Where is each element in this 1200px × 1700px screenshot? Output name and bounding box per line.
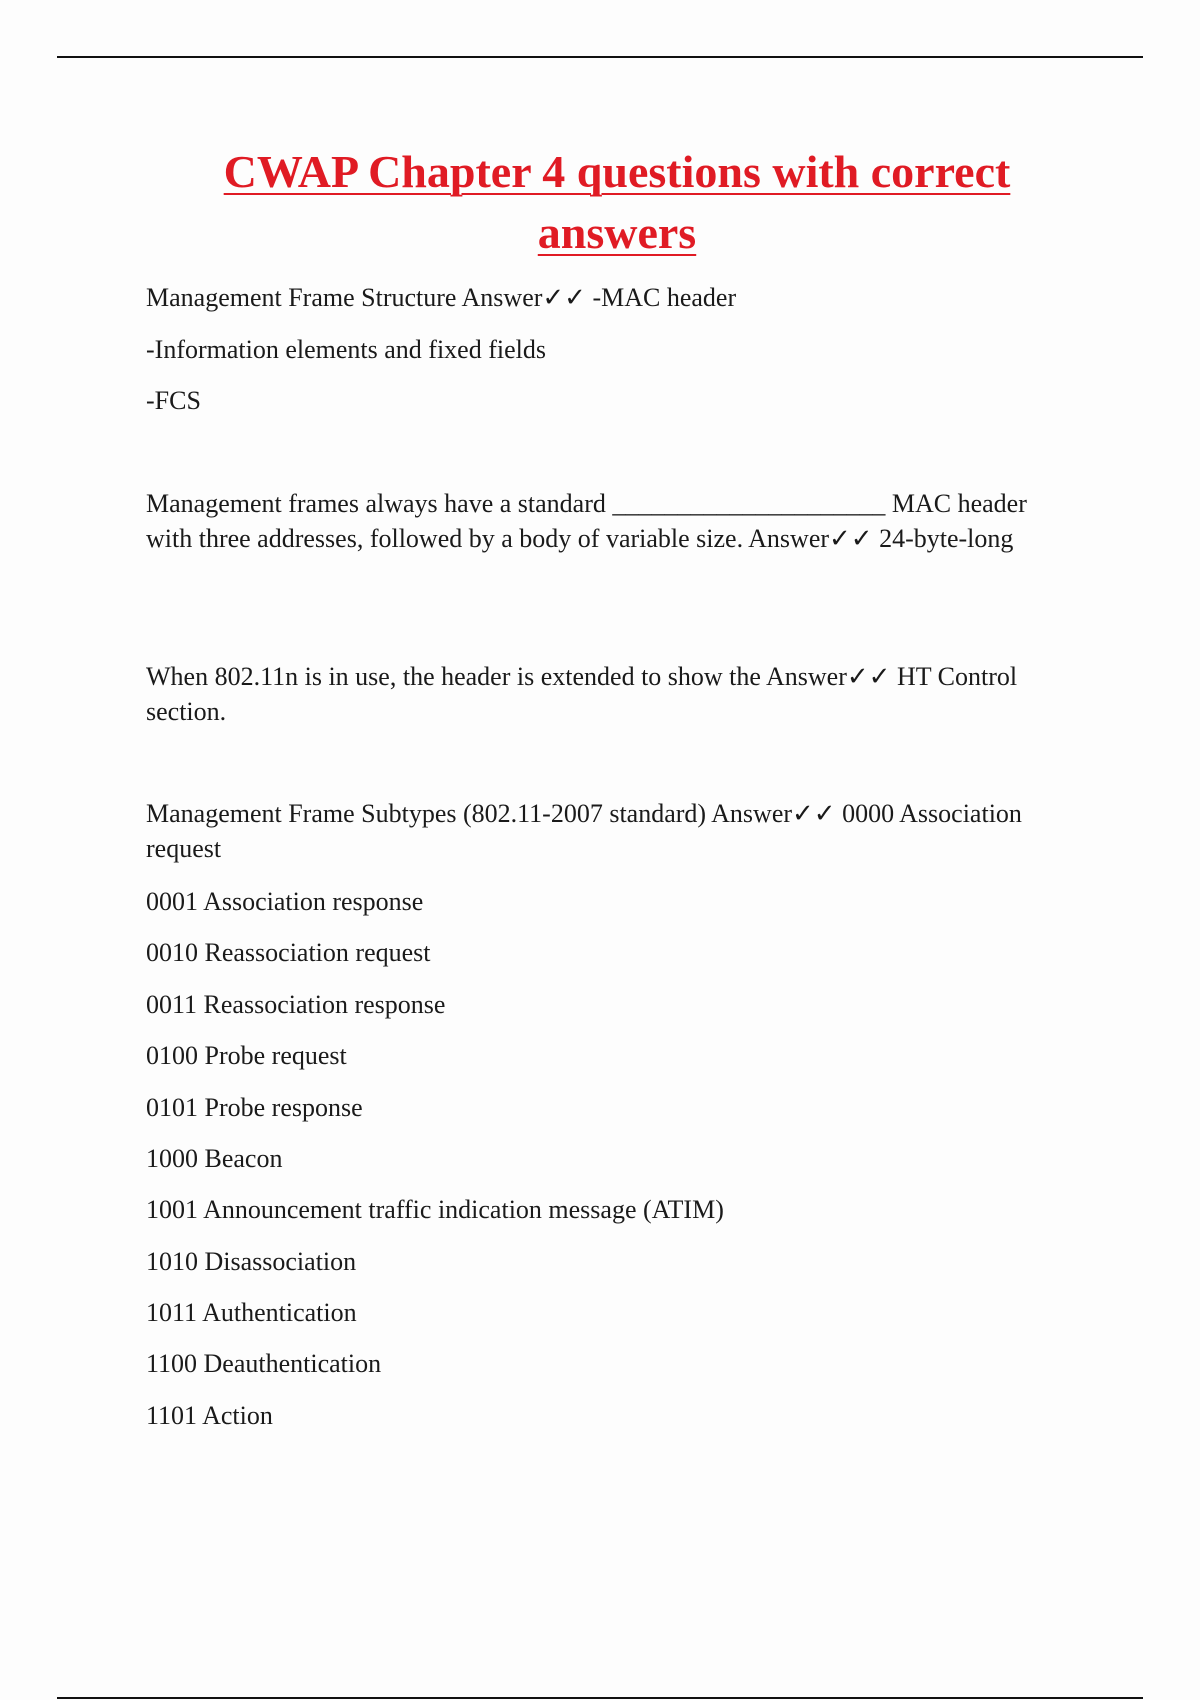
paragraph-3: -FCS: [146, 386, 201, 415]
list-item-0011: 0011 Reassociation response: [146, 990, 446, 1019]
paragraph-4: Management frames always have a standard _____________________ MAC header with three addresses, followed by a body of variable size. Answer✓✓ 24-byte-long: [146, 489, 1027, 553]
list-item-1001: 1001 Announcement traffic indication message (ATIM): [146, 1195, 724, 1224]
list-item-1010: 1010 Disassociation: [146, 1247, 357, 1276]
list-item-0101: 0101 Probe response: [146, 1093, 363, 1122]
paragraph-1: Management Frame Structure Answer✓✓ -MAC header: [146, 283, 737, 312]
list-item-0100: 0100 Probe request: [146, 1041, 347, 1070]
document-title: CWAP Chapter 4 questions with correct answers: [223, 146, 1011, 258]
paragraph-2: -Information elements and fixed fields: [146, 335, 546, 364]
list-item-1101: 1101 Action: [146, 1401, 273, 1430]
bottom-rule: [57, 1697, 1143, 1699]
list-item-1000: 1000 Beacon: [146, 1144, 283, 1173]
paragraph-5: When 802.11n is in use, the header is extended to show the Answer✓✓ HT Control section.: [146, 662, 1018, 726]
list-item-1100: 1100 Deauthentication: [146, 1349, 382, 1378]
paragraph-6: Management Frame Subtypes (802.11-2007 standard) Answer✓✓ 0000 Association request: [146, 799, 1022, 863]
list-item-1011: 1011 Authentication: [146, 1298, 357, 1327]
list-item-0010: 0010 Reassociation request: [146, 938, 431, 967]
list-item-0001: 0001 Association response: [146, 887, 424, 916]
top-rule: [57, 56, 1143, 58]
